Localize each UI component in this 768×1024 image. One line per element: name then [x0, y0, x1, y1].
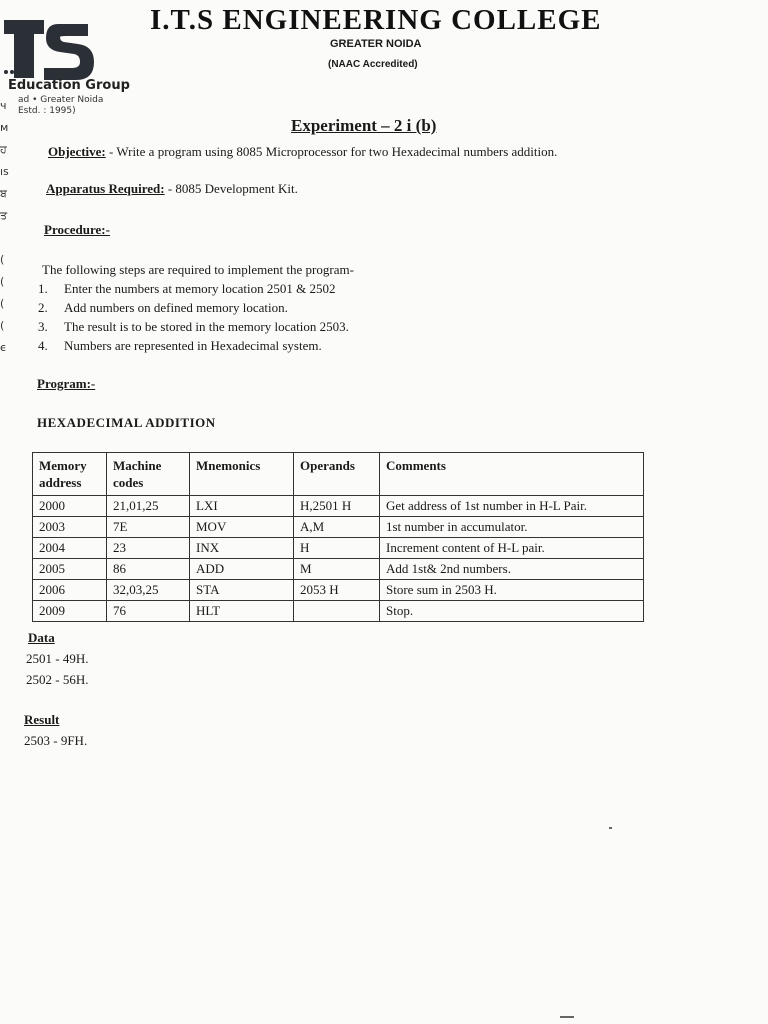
column-header: Operands — [294, 453, 380, 496]
table-cell: 2003 — [33, 517, 107, 538]
column-header: Machine codes — [107, 453, 190, 496]
table-row — [33, 517, 644, 538]
table-cell: Stop. — [380, 601, 644, 622]
table-cell: 2006 — [33, 580, 107, 601]
logo-group-text: Education Group — [8, 78, 130, 93]
objective — [48, 143, 748, 161]
data-value: 2502 - 56H. — [26, 672, 89, 687]
procedure-step: 1. Enter the numbers at memory location 2501 & 2502 — [38, 281, 336, 296]
table-cell: M — [294, 559, 380, 580]
table-cell: Get address of 1st number in H-L Pair. — [380, 496, 644, 517]
table-row — [33, 580, 644, 601]
table-cell: H,2501 H — [294, 496, 380, 517]
table-cell: 2009 — [33, 601, 107, 622]
table-cell: INX — [190, 538, 294, 559]
data-label: Data — [28, 630, 55, 645]
table-cell: H — [294, 538, 380, 559]
procedure-step: 3. The result is to be stored in the memory location 2503. — [38, 319, 349, 334]
data-value: 2501 - 49H. — [26, 651, 89, 666]
table-header-row — [33, 453, 644, 496]
table-cell: 1st number in accumulator. — [380, 517, 644, 538]
table-cell: 32,03,25 — [107, 580, 190, 601]
procedure-label: Procedure:- — [44, 222, 110, 237]
college-name: I.T.S ENGINEERING COLLEGE — [150, 4, 602, 36]
program-label: Program:- — [37, 376, 96, 391]
table-cell: Increment content of H-L pair. — [380, 538, 644, 559]
table-cell — [294, 601, 380, 622]
table-cell: HLT — [190, 601, 294, 622]
scan-speck — [609, 827, 612, 829]
apparatus — [46, 180, 298, 198]
procedure-steps — [38, 281, 349, 357]
column-header: Memory address — [33, 453, 107, 496]
table-row — [33, 559, 644, 580]
table-row — [33, 601, 644, 622]
objective-text: - Write a program using 8085 Microprocessor for two Hexadecimal numbers addition. — [105, 144, 558, 159]
table-row — [33, 538, 644, 559]
table-cell: LXI — [190, 496, 294, 517]
table-cell: 2000 — [33, 496, 107, 517]
objective-label: Objective: — [48, 144, 106, 159]
table-cell: 86 — [107, 559, 190, 580]
table-cell: 2005 — [33, 559, 107, 580]
experiment-title: Experiment – 2 i (b) — [291, 116, 437, 135]
table-cell: ADD — [190, 559, 294, 580]
section-title: HEXADECIMAL ADDITION — [37, 415, 216, 430]
table-cell: Store sum in 2503 H. — [380, 580, 644, 601]
column-header: Mnemonics — [190, 453, 294, 496]
table-cell: 21,01,25 — [107, 496, 190, 517]
accreditation: (NAAC Accredited) — [328, 59, 418, 70]
procedure-intro: The following steps are required to implement the program- — [42, 262, 354, 277]
table-row — [33, 496, 644, 517]
scan-speck — [560, 1016, 574, 1018]
apparatus-label: Apparatus Required: — [46, 181, 165, 196]
apparatus-text: - 8085 Development Kit. — [164, 181, 298, 196]
procedure-step: 4. Numbers are represented in Hexadecimal system. — [38, 338, 322, 353]
table-cell: 23 — [107, 538, 190, 559]
program-table — [32, 452, 644, 622]
column-header: Comments — [380, 453, 644, 496]
logo-location: ad • Greater Noida — [18, 95, 104, 105]
result-value: 2503 - 9FH. — [24, 733, 88, 748]
table-cell: STA — [190, 580, 294, 601]
margin-bleed: ч м ਹ ıs ਬ ਤ ( ( ( ( ϵ — [0, 99, 9, 354]
result-label: Result — [24, 712, 60, 727]
table-cell: A,M — [294, 517, 380, 538]
table-cell: Add 1st& 2nd numbers. — [380, 559, 644, 580]
table-cell: 2053 H — [294, 580, 380, 601]
procedure-step: 2. Add numbers on defined memory location. — [38, 300, 288, 315]
logo-established: Estd. : 1995) — [18, 106, 76, 116]
table-cell: 2004 — [33, 538, 107, 559]
table-cell: MOV — [190, 517, 294, 538]
table-cell: 7E — [107, 517, 190, 538]
table-cell: 76 — [107, 601, 190, 622]
college-city: GREATER NOIDA — [330, 38, 422, 50]
